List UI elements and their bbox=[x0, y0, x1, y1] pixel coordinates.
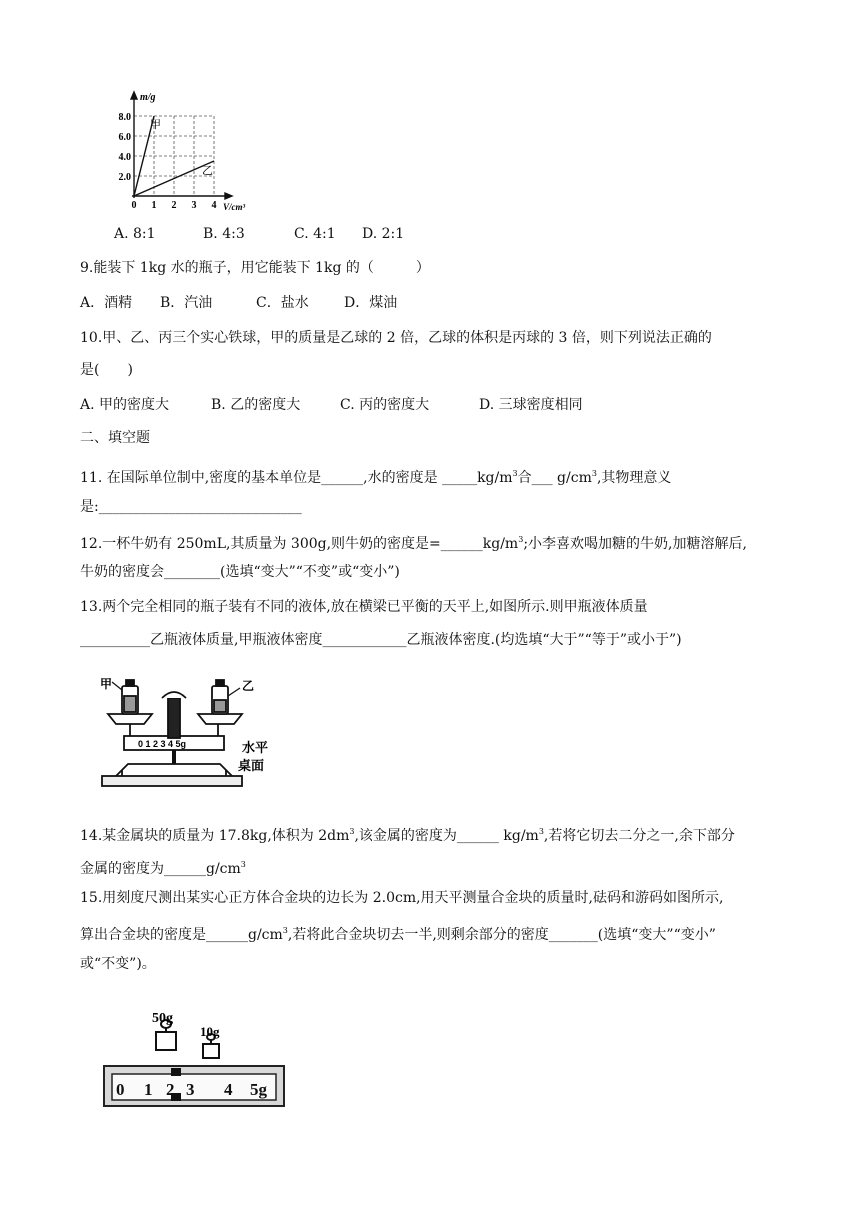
q14-text-a: 14.某金属块的质量为 17.8kg,体积为 2dm bbox=[80, 828, 350, 844]
ruler-mark: 3 bbox=[186, 1080, 195, 1099]
q15-text-b: ,若将此合金块切去一半,则剩余部分的密度_______(选填“变大”“变小” bbox=[287, 927, 716, 943]
graph-grid bbox=[134, 116, 214, 196]
q15-line1: 15.用刻度尺测出某实心正方体合金块的边长为 2.0cm,用天平测量合金块的质量时,砝码和游码如图所示, bbox=[80, 890, 724, 906]
q15-line2 bbox=[80, 921, 716, 945]
right-pan bbox=[198, 714, 242, 724]
q10-stem-line2: 是( ) bbox=[80, 362, 133, 378]
q11-text-c: ,其物理意义 bbox=[596, 470, 672, 486]
q14-text-c: ,若将它切去二分之一,余下部分 bbox=[543, 828, 735, 844]
balance-scale-text: 0 1 2 3 4 5g bbox=[138, 739, 187, 749]
weight-10g bbox=[203, 1044, 219, 1058]
superscript: 3 bbox=[282, 926, 288, 935]
left-pan bbox=[108, 714, 152, 724]
q11-text-a: 11. 在国际单位制中,密度的基本单位是______,水的密度是 _____kg/m bbox=[80, 470, 513, 486]
q15-text-a: 算出合金块的密度是______g/cm bbox=[80, 927, 283, 943]
x-tick-label: 3 bbox=[191, 200, 197, 211]
q9-option-b: B．汽油 bbox=[160, 295, 213, 311]
superscript: 3 bbox=[512, 469, 518, 478]
mass-volume-graph bbox=[110, 86, 260, 214]
balance-right-label: 乙 bbox=[242, 679, 255, 693]
y-tick-label: 8.0 bbox=[118, 112, 131, 123]
q9-stem: 9.能装下 1kg 水的瓶子，用它能装下 1kg 的（ ） bbox=[80, 260, 430, 276]
rider bbox=[171, 1068, 181, 1076]
x-axis-label: V/cm³ bbox=[223, 202, 246, 212]
q9-option-d: D．煤油 bbox=[344, 295, 398, 311]
q13-line2: __________乙瓶液体质量,甲瓶液体密度____________乙瓶液体密度.(均选填“大于”“等于”或小于”) bbox=[80, 632, 682, 648]
ruler-mark: 4 bbox=[224, 1080, 233, 1099]
superscript: 3 bbox=[349, 827, 355, 836]
ruler-mark: 1 bbox=[144, 1080, 153, 1099]
q8-option-a: A. 8:1 bbox=[114, 226, 156, 242]
y-axis-label: m/g bbox=[140, 92, 156, 103]
ruler-mark: 2 bbox=[166, 1080, 175, 1099]
superscript: 3 bbox=[591, 469, 597, 478]
ruler-mark: 0 bbox=[116, 1080, 125, 1099]
q8-option-b: B. 4:3 bbox=[203, 226, 245, 242]
q12-text-a: 12.一杯牛奶有 250mL,其质量为 300g,则牛奶的密度是=______kg/m bbox=[80, 536, 519, 552]
x-tick-label: 1 bbox=[151, 200, 157, 211]
q8-option-c: C. 4:1 bbox=[294, 226, 336, 242]
series-label-jia: 甲 bbox=[150, 118, 161, 131]
q11-line1 bbox=[80, 464, 671, 488]
x-tick-label: 4 bbox=[211, 200, 217, 211]
superscript: 3 bbox=[240, 860, 246, 869]
series-label-yi: 乙 bbox=[202, 164, 213, 177]
q10-option-c: C. 丙的密度大 bbox=[340, 397, 430, 413]
q15-line3: 或“不变”)。 bbox=[80, 956, 156, 972]
table-surface bbox=[102, 776, 242, 786]
dial bbox=[162, 692, 186, 698]
y-tick-label: 6.0 bbox=[118, 132, 131, 143]
superscript: 3 bbox=[538, 827, 544, 836]
x-tick-label: 2 bbox=[171, 200, 177, 211]
q10-option-d: D. 三球密度相同 bbox=[479, 397, 583, 413]
balance-pillar bbox=[168, 698, 180, 738]
y-tick-label: 2.0 bbox=[118, 172, 131, 183]
q11-line2: 是:_____________________________ bbox=[80, 499, 302, 515]
q8-option-d: D. 2:1 bbox=[362, 226, 405, 242]
weights-figure bbox=[100, 1004, 290, 1116]
q13-line1: 13.两个完全相同的瓶子装有不同的液体,放在横梁已平衡的天平上,如图所示.则甲瓶液体质量 bbox=[80, 599, 648, 615]
table-label-2: 桌面 bbox=[238, 759, 265, 774]
q12-text-b: ;小李喜欢喝加糖的牛奶,加糖溶解后, bbox=[523, 536, 747, 552]
weight-50g bbox=[156, 1032, 176, 1050]
q11-text-b: 合___ g/cm bbox=[517, 470, 592, 486]
superscript: 3 bbox=[518, 535, 524, 544]
q10-option-b: B. 乙的密度大 bbox=[211, 397, 301, 413]
q14-line2 bbox=[80, 855, 246, 879]
q10-stem-line1: 10.甲、乙、丙三个实心铁球，甲的质量是乙球的 2 倍，乙球的体积是丙球的 3 倍，则下列说法正确的 bbox=[80, 330, 712, 346]
q14-line1 bbox=[80, 822, 735, 846]
q9-option-c: C．盐水 bbox=[256, 295, 309, 311]
y-tick-label: 4.0 bbox=[118, 152, 131, 163]
balance-figure bbox=[98, 676, 278, 802]
table-label-1: 水平 bbox=[242, 741, 269, 756]
x-tick-label: 0 bbox=[131, 200, 137, 211]
q14-text-b: ,该金属的密度为______ kg/m bbox=[354, 828, 539, 844]
q9-option-a: A．酒精 bbox=[80, 295, 133, 311]
weight-10g-label: 10g bbox=[200, 1024, 220, 1039]
q14-text-d: 金属的密度为______g/cm bbox=[80, 861, 241, 877]
balance-left-label: 甲 bbox=[100, 677, 113, 691]
weight-50g-label: 50g bbox=[152, 1011, 173, 1026]
q12-line1 bbox=[80, 530, 747, 554]
q12-line2: 牛奶的密度会________(选填“变大”“不变”或“变小”) bbox=[80, 564, 400, 580]
ruler-mark: 5g bbox=[250, 1080, 267, 1099]
balance-base bbox=[116, 764, 232, 776]
q10-option-a: A. 甲的密度大 bbox=[80, 397, 170, 413]
section-title: 二、填空题 bbox=[80, 430, 150, 446]
